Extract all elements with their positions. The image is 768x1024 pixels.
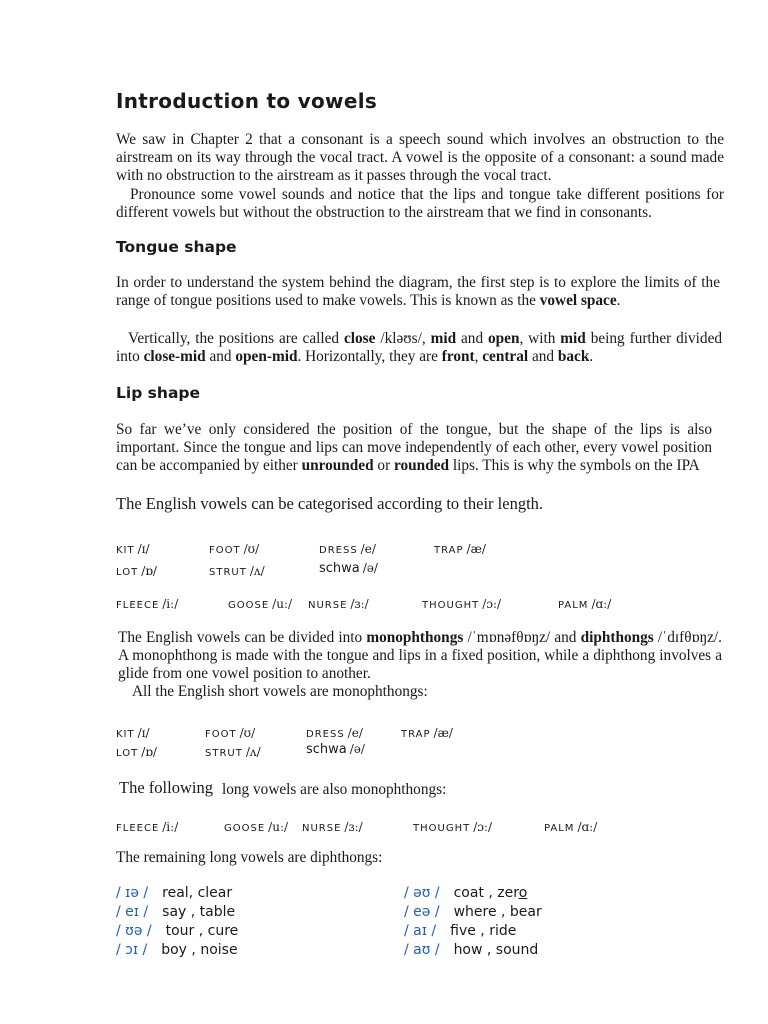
term: open-mid xyxy=(235,348,298,366)
example-words: real, clear xyxy=(162,885,233,901)
vowel-word-lot xyxy=(116,562,157,580)
ipa-symbol: / eɪ / xyxy=(116,904,149,920)
text: Vertically, the positions are called xyxy=(128,330,344,347)
ipa-symbol: /ɜː/ xyxy=(350,597,369,611)
heading-lip-shape: Lip shape xyxy=(116,384,201,402)
keyword: KIT xyxy=(116,545,135,556)
keyword: DRESS xyxy=(319,545,358,556)
text: /ˈdɪfθɒŋz/. A monophthong is made with the tongue and lips in a fixed position, while a diphthong involves a glide from one vowel position to another. xyxy=(118,629,722,683)
text: /ˈmɒnəfθɒŋz/ and xyxy=(463,629,581,646)
vowel-word-thought xyxy=(413,818,492,836)
ipa-symbol: / aʊ / xyxy=(404,942,440,958)
ipa-symbol: /ɔː/ xyxy=(473,820,493,834)
vowel-word-schwa xyxy=(306,740,365,758)
text: . xyxy=(589,348,594,366)
ipa-symbol: /ʊ/ xyxy=(239,726,256,740)
length-sentence: The English vowels can be categorised according to their length. xyxy=(116,494,544,513)
text: lips. This is why the symbols on the IPA xyxy=(449,457,700,475)
example-words: tour , cure xyxy=(165,923,239,939)
diphthong-eu xyxy=(404,885,527,901)
example-words: where , bear xyxy=(453,904,542,920)
vowel-word-thought xyxy=(422,595,501,613)
diphthong-ai xyxy=(404,923,516,939)
following-rest: long vowels are also monophthongs: xyxy=(222,781,447,798)
text: . xyxy=(616,292,621,310)
keyword: NURSE xyxy=(302,823,342,834)
ipa-symbol: /ə/ xyxy=(362,561,378,575)
keyword: STRUT xyxy=(209,567,247,578)
term: mid xyxy=(560,330,586,347)
keyword: NURSE xyxy=(308,600,348,611)
keyword: STRUT xyxy=(205,748,243,759)
text: In order to understand the system behind the diagram, the first step is to explore the limits of the range of tongue positions used to make vowels. This is known as the xyxy=(116,274,720,310)
ipa-symbol: /e/ xyxy=(347,726,363,740)
keyword: TRAP xyxy=(434,545,464,556)
vowel-word-schwa xyxy=(319,559,378,577)
keyword: FOOT xyxy=(205,729,237,740)
ipa-symbol: /uː/ xyxy=(272,597,293,611)
example-words: say , table xyxy=(162,904,236,920)
vowel-word-kit xyxy=(116,540,150,558)
vowel-word-nurse xyxy=(308,595,369,613)
term-diphthongs: diphthongs xyxy=(580,629,654,646)
ipa-symbol: /ɔː/ xyxy=(482,597,502,611)
heading-tongue-shape: Tongue shape xyxy=(116,238,237,256)
ipa-symbol: /ɒ/ xyxy=(141,745,157,759)
keyword: FLEECE xyxy=(116,600,160,611)
ipa-symbol: /ɑː/ xyxy=(577,820,598,834)
example-words: five , ride xyxy=(450,923,517,939)
keyword: PALM xyxy=(558,600,589,611)
term: mid xyxy=(430,330,457,347)
ipa-symbol: / ʊə / xyxy=(116,923,152,939)
following-label: The following xyxy=(119,778,213,797)
text: So far we’ve only considered the position of the tongue, but the shape of the lips is also important. Since the tongue and lips can move independently of each other, every vowel position can be accompanied by either xyxy=(116,421,712,475)
ipa-symbol: / ɔɪ / xyxy=(116,942,148,958)
ipa-symbol: /æ/ xyxy=(466,542,486,556)
keyword: FOOT xyxy=(209,545,241,556)
intro-paragraph-1: We saw in Chapter 2 that a consonant is a speech sound which involves an obstruction to the airstream on its way through the vocal tract. A vowel is the opposite of a consonant: a sound made with no obstruction to the airstream as it passes through the vocal tract. xyxy=(116,131,724,185)
text: and xyxy=(205,348,236,366)
vowel-word-nurse xyxy=(302,818,363,836)
example-words: how , sound xyxy=(453,942,539,958)
vowel-word-palm xyxy=(558,595,611,613)
term: close-mid xyxy=(143,348,206,366)
monophthong-paragraph xyxy=(118,629,722,684)
lip-paragraph xyxy=(116,421,712,476)
ipa-symbol: /e/ xyxy=(360,542,376,556)
remaining-sentence: The remaining long vowels are diphthongs: xyxy=(116,849,383,866)
ipa-symbol: /ɪ/ xyxy=(137,726,150,740)
ipa-symbol: /ʌ/ xyxy=(245,745,261,759)
text: /kləʊs/, xyxy=(375,330,431,347)
vowel-word-lot xyxy=(116,743,157,761)
vowel-word-goose xyxy=(224,818,288,836)
term-vowel-space: vowel space xyxy=(539,292,617,310)
vowel-word-strut xyxy=(205,743,261,761)
tongue-paragraph-2 xyxy=(116,330,722,366)
text: The English vowels can be divided into xyxy=(118,629,367,646)
term: back xyxy=(557,348,590,366)
ipa-symbol: /ɒ/ xyxy=(141,564,157,578)
ipa-symbol: /uː/ xyxy=(268,820,289,834)
diphthong-ei xyxy=(116,904,235,920)
keyword: GOOSE xyxy=(228,600,270,611)
text: , xyxy=(474,348,483,366)
short-vowels-sentence: All the English short vowels are monophthongs: xyxy=(132,683,428,700)
example-words: coat , zer xyxy=(453,885,519,901)
vowel-word-strut xyxy=(209,562,265,580)
term: central xyxy=(482,348,529,366)
keyword: PALM xyxy=(544,823,575,834)
diphthong-ua xyxy=(116,923,238,939)
vowel-word-fleece xyxy=(116,595,178,613)
text: or xyxy=(373,457,395,475)
vowel-word-fleece xyxy=(116,818,178,836)
vowel-word-foot xyxy=(205,724,255,742)
intro-paragraph-2: Pronounce some vowel sounds and notice that the lips and tongue take different positions for different vowels but without the obstruction to the airstream that we find in consonants. xyxy=(116,185,724,221)
text: and xyxy=(456,330,488,347)
ipa-symbol: / əʊ / xyxy=(404,885,440,901)
ipa-symbol: /ʊ/ xyxy=(243,542,260,556)
term: close xyxy=(343,330,376,347)
keyword: THOUGHT xyxy=(413,823,471,834)
text: being further divided into xyxy=(116,330,723,366)
ipa-symbol: /ʌ/ xyxy=(249,564,265,578)
diphthong-au xyxy=(404,942,538,958)
vowel-word-dress xyxy=(319,540,376,558)
ipa-symbol: /ɑː/ xyxy=(591,597,612,611)
term: open xyxy=(488,330,520,347)
term-rounded: rounded xyxy=(394,457,449,475)
text: and xyxy=(528,348,558,366)
diphthong-ea xyxy=(404,904,542,920)
keyword: KIT xyxy=(116,729,135,740)
vowel-word-trap xyxy=(401,724,453,742)
ipa-symbol: /iː/ xyxy=(162,597,179,611)
keyword: schwa xyxy=(306,742,347,757)
underlined-letter: o xyxy=(518,885,528,901)
vowel-word-foot xyxy=(209,540,259,558)
term-unrounded: unrounded xyxy=(301,457,374,475)
vowel-word-goose xyxy=(228,595,292,613)
page-title: Introduction to vowels xyxy=(116,89,378,113)
vowel-word-palm xyxy=(544,818,597,836)
keyword: FLEECE xyxy=(116,823,160,834)
ipa-symbol: / eə / xyxy=(404,904,440,920)
vowel-word-kit xyxy=(116,724,150,742)
keyword: schwa xyxy=(319,561,360,576)
text: , with xyxy=(519,330,561,347)
ipa-symbol: /ɪ/ xyxy=(137,542,150,556)
ipa-symbol: / ɪə / xyxy=(116,885,149,901)
ipa-symbol: /ə/ xyxy=(349,742,365,756)
ipa-symbol: /æ/ xyxy=(433,726,453,740)
vowel-word-trap xyxy=(434,540,486,558)
term: front xyxy=(441,348,475,366)
ipa-symbol: / aɪ / xyxy=(404,923,437,939)
text: . Horizontally, they are xyxy=(297,348,442,366)
diphthong-oi xyxy=(116,942,238,958)
ipa-symbol: /ɜː/ xyxy=(344,820,363,834)
term-monophthongs: monophthongs xyxy=(366,629,464,646)
intro-section xyxy=(116,131,724,222)
keyword: GOOSE xyxy=(224,823,266,834)
example-words: boy , noise xyxy=(161,942,238,958)
diphthong-ia xyxy=(116,885,232,901)
tongue-paragraph-1 xyxy=(116,274,720,310)
ipa-symbol: /iː/ xyxy=(162,820,179,834)
keyword: THOUGHT xyxy=(422,600,480,611)
keyword: DRESS xyxy=(306,729,345,740)
keyword: LOT xyxy=(116,567,139,578)
keyword: LOT xyxy=(116,748,139,759)
keyword: TRAP xyxy=(401,729,431,740)
